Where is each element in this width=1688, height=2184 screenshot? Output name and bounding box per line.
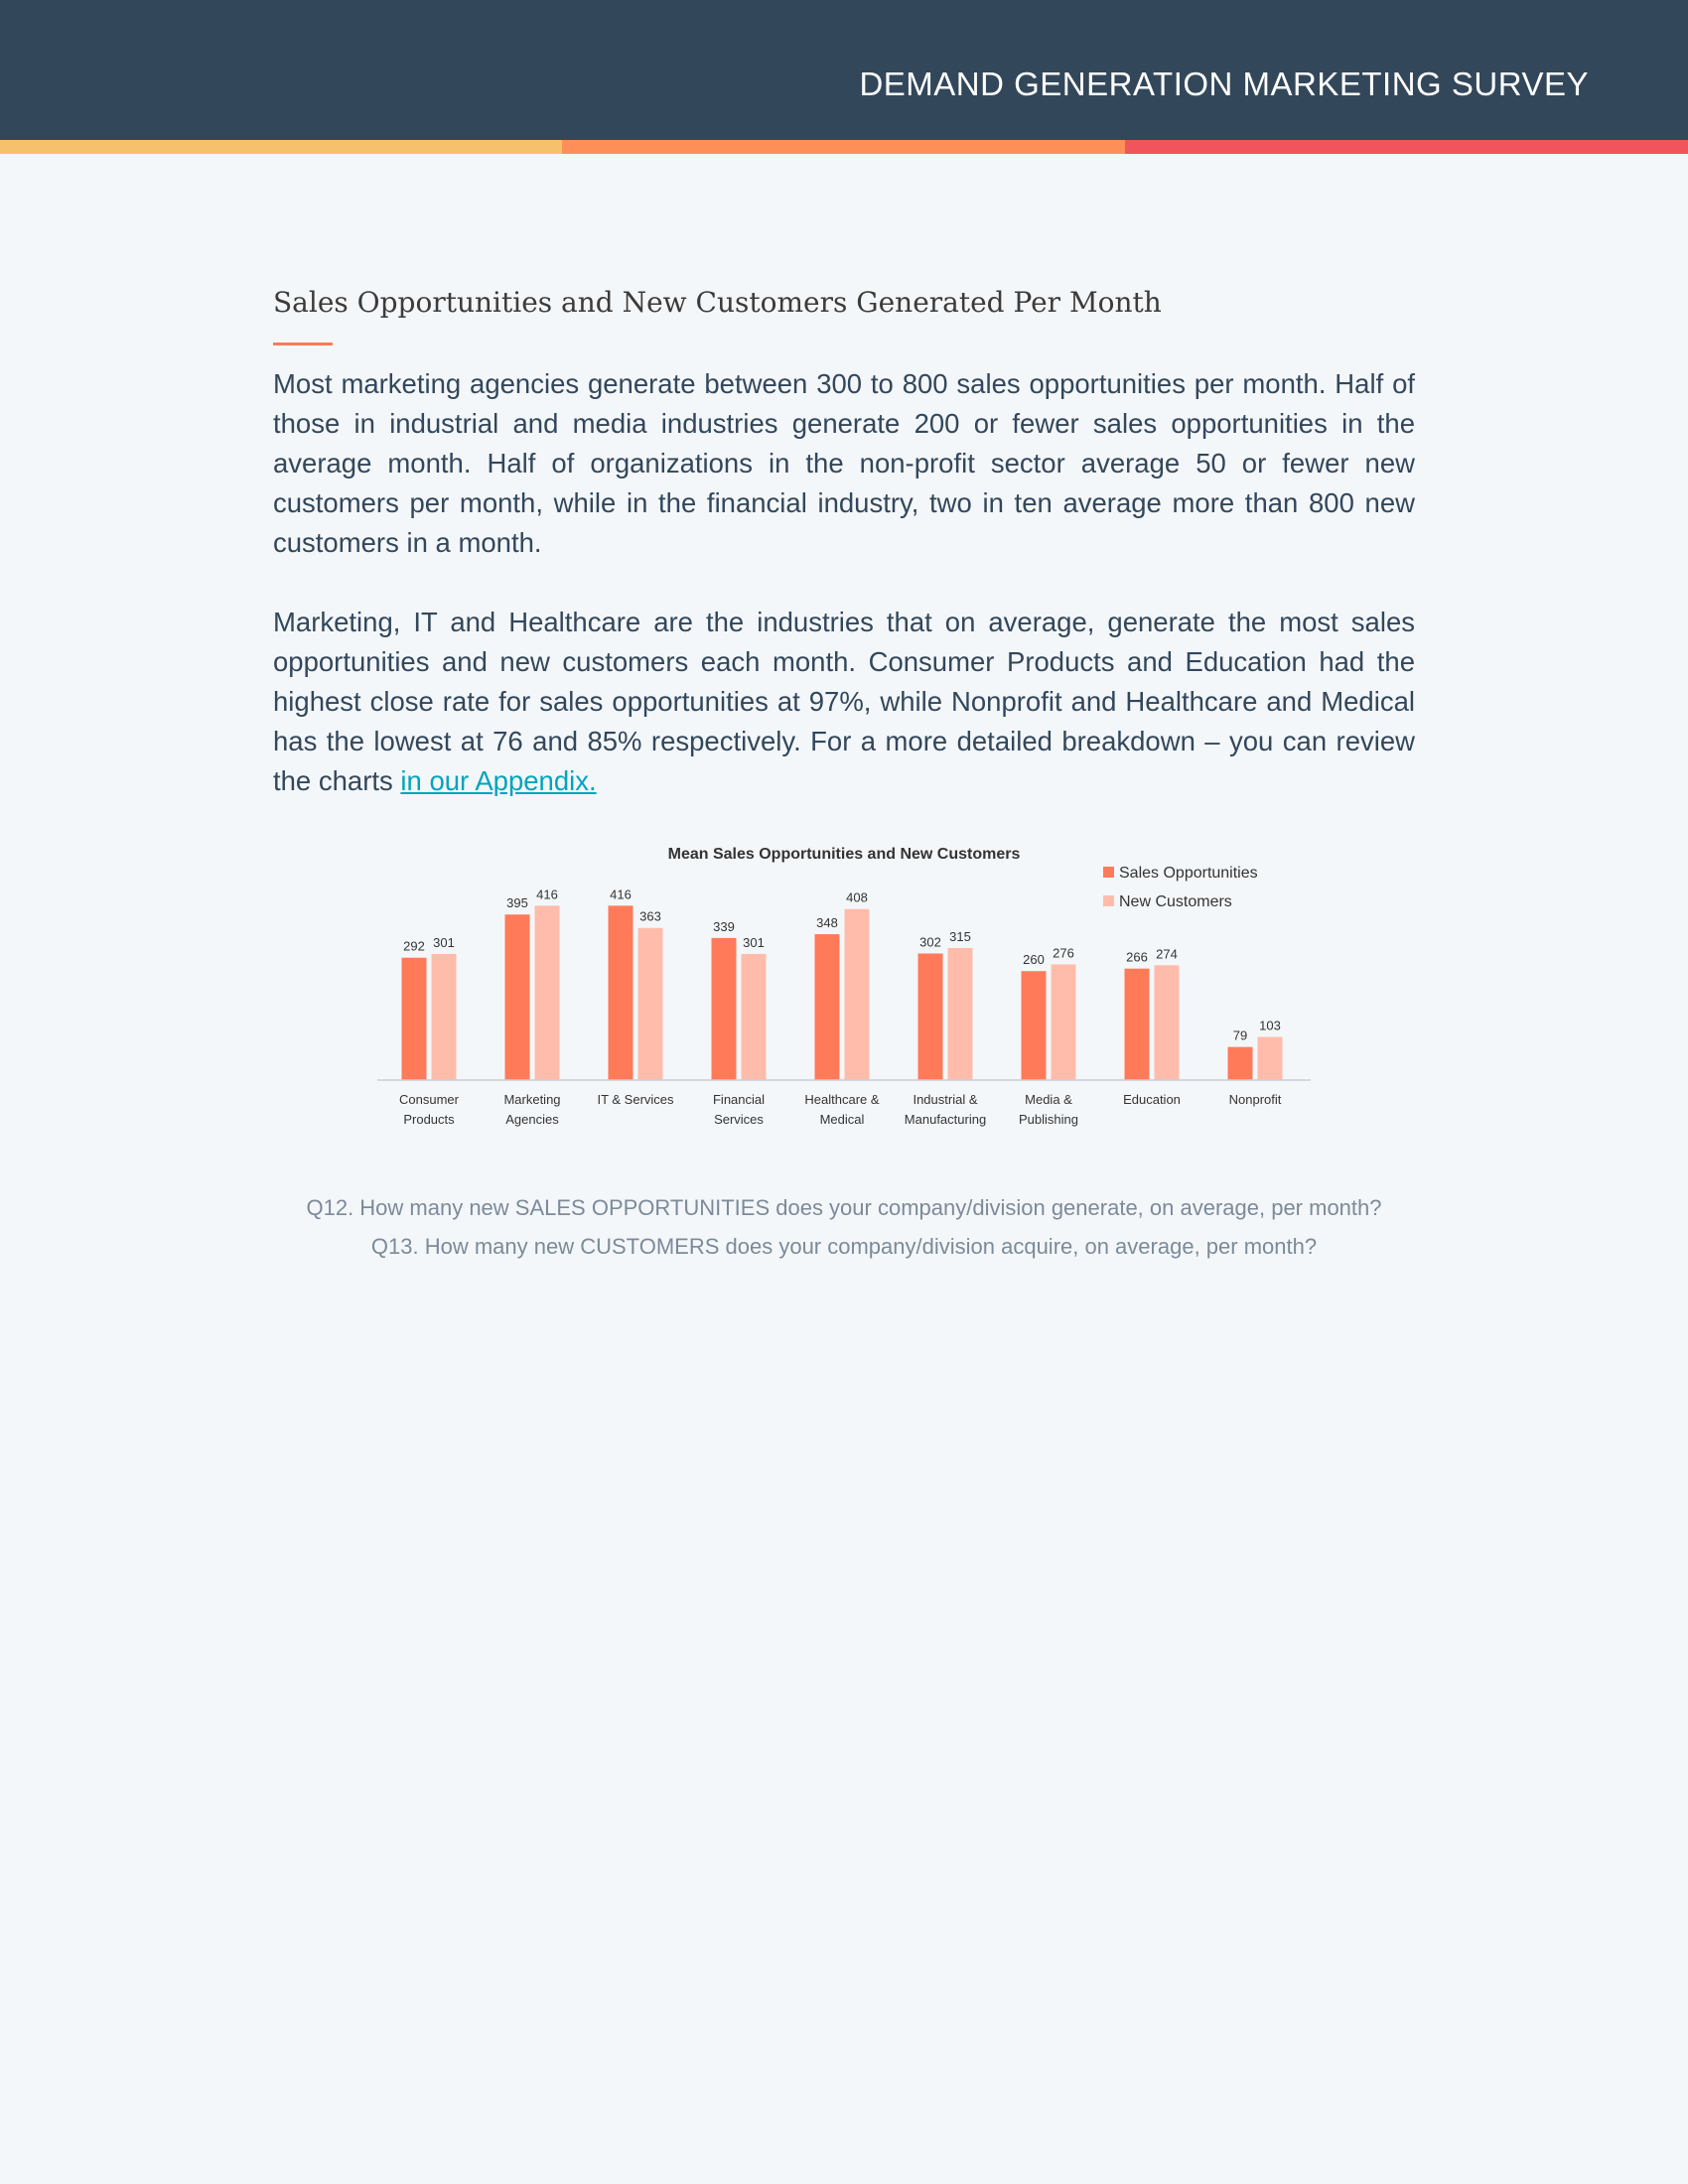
bar-sales-2: [609, 905, 633, 1080]
bar-sales-8: [1228, 1047, 1253, 1080]
bar-customers-5: [948, 948, 973, 1080]
data-label-sales-5: 302: [919, 934, 941, 950]
legend-swatch-customers: [1103, 895, 1114, 906]
data-label-sales-1: 395: [506, 895, 528, 911]
data-label-sales-8: 79: [1232, 1027, 1248, 1043]
data-label-sales-4: 348: [816, 915, 838, 931]
data-label-customers-1: 416: [536, 887, 558, 902]
x-tick-label-8-0: Nonprofit: [1228, 1092, 1282, 1107]
x-tick-label-7-0: Education: [1123, 1092, 1181, 1107]
body-paragraph-1: Most marketing agencies generate between 300 to 800 sales opportunities per month. Half of those in industrial and media industries generate 200 or fewer sales opportunities in the average month. Half of organizations in the non-profit sector average 50 or fewer new customers per month, while in the financial industry, two in ten average more than 800 new customers in a month.: [273, 368, 1415, 558]
data-label-customers-0: 301: [433, 934, 455, 950]
bar-customers-1: [535, 905, 560, 1080]
x-tick-label-4-1: Medical: [819, 1112, 865, 1127]
data-label-customers-8: 103: [1259, 1018, 1281, 1033]
data-label-customers-6: 276: [1053, 945, 1074, 961]
legend-label-sales: Sales Opportunities: [1119, 865, 1258, 882]
x-tick-label-4-0: Healthcare &: [804, 1092, 880, 1107]
bar-customers-6: [1052, 964, 1076, 1080]
data-label-customers-2: 363: [639, 908, 661, 924]
x-tick-label-1-0: Marketing: [503, 1092, 561, 1107]
data-label-sales-6: 260: [1023, 952, 1045, 968]
x-tick-label-3-1: Services: [714, 1112, 764, 1127]
x-tick-label-2-0: IT & Services: [597, 1092, 674, 1107]
x-tick-label-6-1: Publishing: [1019, 1112, 1078, 1127]
x-tick-label-5-1: Manufacturing: [904, 1112, 987, 1127]
bar-sales-4: [815, 934, 840, 1080]
header-stripe-red: [1125, 140, 1688, 154]
bar-customers-3: [742, 954, 767, 1080]
legend-label-customers: New Customers: [1119, 893, 1232, 910]
appendix-link[interactable]: in our Appendix.: [400, 765, 597, 796]
bar-customers-7: [1155, 965, 1180, 1080]
x-tick-label-5-0: Industrial &: [913, 1092, 978, 1107]
x-tick-label-1-1: Agencies: [505, 1112, 559, 1127]
data-label-customers-3: 301: [743, 934, 765, 950]
bar-sales-7: [1125, 969, 1150, 1080]
x-tick-label-3-0: Financial: [712, 1092, 766, 1107]
data-label-customers-4: 408: [846, 889, 868, 905]
bar-sales-1: [505, 914, 530, 1080]
data-label-customers-7: 274: [1156, 946, 1178, 962]
question-q13: Q13. How many new CUSTOMERS does your company/division acquire, on average, per month?: [370, 1234, 1318, 1259]
bar-chart: [357, 834, 1331, 1142]
chart-title: Mean Sales Opportunities and New Customers: [667, 846, 1021, 863]
bar-sales-3: [712, 938, 737, 1080]
x-tick-label-6-0: Media &: [1025, 1092, 1072, 1107]
data-label-sales-7: 266: [1126, 949, 1148, 965]
data-label-sales-3: 339: [713, 918, 735, 934]
x-tick-label-0-1: Products: [403, 1112, 455, 1127]
chart-x-tick-labels: [399, 1092, 1282, 1127]
page-header: [0, 0, 1688, 140]
chart-bars: [402, 905, 1283, 1080]
data-label-sales-2: 416: [610, 887, 632, 902]
x-tick-label-0-0: Consumer: [399, 1092, 459, 1107]
title-underline: [273, 342, 333, 345]
data-label-customers-5: 315: [949, 929, 971, 944]
bar-sales-6: [1022, 971, 1047, 1080]
legend-swatch-sales: [1103, 867, 1114, 878]
data-label-sales-0: 292: [403, 938, 425, 954]
bar-customers-0: [432, 954, 457, 1080]
chart-legend: [1103, 865, 1258, 910]
body-paragraph-2: [273, 603, 1415, 801]
question-q12: Q12. How many new SALES OPPORTUNITIES does your company/division generate, on average, per month?: [306, 1195, 1382, 1220]
section-title: Sales Opportunities and New Customers Generated Per Month: [273, 286, 1162, 319]
body-paragraph-2-text: Marketing, IT and Healthcare are the industries that on average, generate the most sales opportunities and new customers each month. Consumer Products and Education had the highest close rate for sales opportunities at 97%, while Nonprofit and Healthcare and Medical has the lowest at 76 and 85% respectively. For a more detailed breakdown – you can review the charts: [273, 607, 1415, 796]
bar-sales-0: [402, 958, 427, 1080]
header-stripe-yellow: [0, 140, 562, 154]
bar-customers-8: [1258, 1037, 1283, 1080]
bar-customers-4: [845, 909, 870, 1080]
bar-chart-svg: [357, 834, 1331, 1142]
bar-sales-5: [918, 953, 943, 1080]
header-stripe-orange: [562, 140, 1125, 154]
report-title: DEMAND GENERATION MARKETING SURVEY: [859, 66, 1589, 102]
bar-customers-2: [638, 928, 663, 1080]
